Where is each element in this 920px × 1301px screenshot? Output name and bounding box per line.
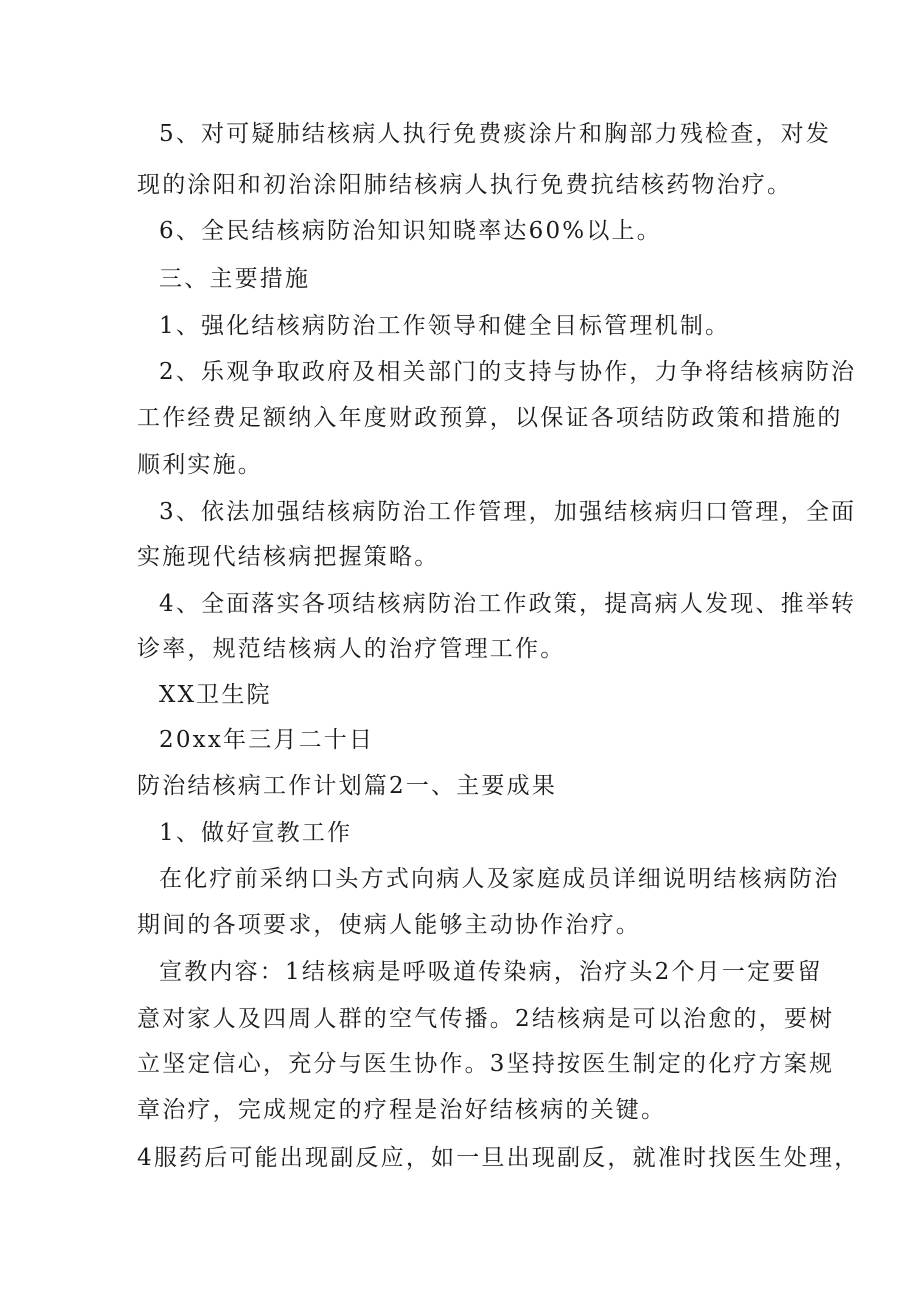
text-line: 1、强化结核病防治工作领导和健全目标管理机制。 — [159, 313, 731, 339]
document-section-title: 防治结核病工作计划篇2一、主要成果 — [137, 773, 558, 799]
text-line: 在化疗前采纳口头方式向病人及家庭成员详细说明结核病防治 — [159, 866, 840, 892]
text-line: 宣教内容：1结核病是呼吸道传染病，治疗头2个月一定要留 — [159, 959, 823, 985]
text-line: 4服药后可能出现副反应，如一旦出现副反，就准时找医生处理， — [137, 1145, 860, 1171]
text-line: 工作经费足额纳入年度财政预算，以保证各项结防政策和措施的 — [137, 405, 843, 431]
text-line: 诊率，规范结核病人的治疗管理工作。 — [137, 636, 566, 662]
text-line: 4、全面落实各项结核病防治工作政策，提高病人发现、推举转 — [159, 591, 857, 617]
text-line: 5、对可疑肺结核病人执行免费痰涂片和胸部力残检查，对发 — [159, 121, 832, 147]
signature-date: 20xx年三月二十日 — [159, 727, 375, 753]
text-line: 3、依法加强结核病防治工作管理，加强结核病归口管理，全面 — [159, 499, 857, 525]
text-line: 2、乐观争取政府及相关部门的支持与协作，力争将结核病防治 — [159, 359, 857, 385]
text-line: 章治疗，完成规定的疗程是治好结核病的关键。 — [137, 1097, 667, 1123]
text-line: 实施现代结核病把握策略。 — [137, 544, 440, 570]
signature-organization: XX卫生院 — [159, 682, 272, 708]
section-heading: 三、主要措施 — [159, 266, 311, 292]
text-line: 立坚定信心，充分与医生协作。3坚持按医生制定的化疗方案规 — [137, 1051, 835, 1077]
text-line: 期间的各项要求，使病人能够主动协作治疗。 — [137, 912, 641, 938]
text-line: 现的涂阳和初治涂阳肺结核病人执行免费抗结核药物治疗。 — [137, 172, 793, 198]
text-line: 意对家人及四周人群的空气传播。2结核病是可以治愈的，要树 — [137, 1006, 835, 1032]
text-line: 6、全民结核病防治知识知晓率达60%以上。 — [159, 218, 662, 244]
text-line: 顺利实施。 — [137, 452, 263, 478]
section-heading: 1、做好宣教工作 — [159, 820, 353, 846]
